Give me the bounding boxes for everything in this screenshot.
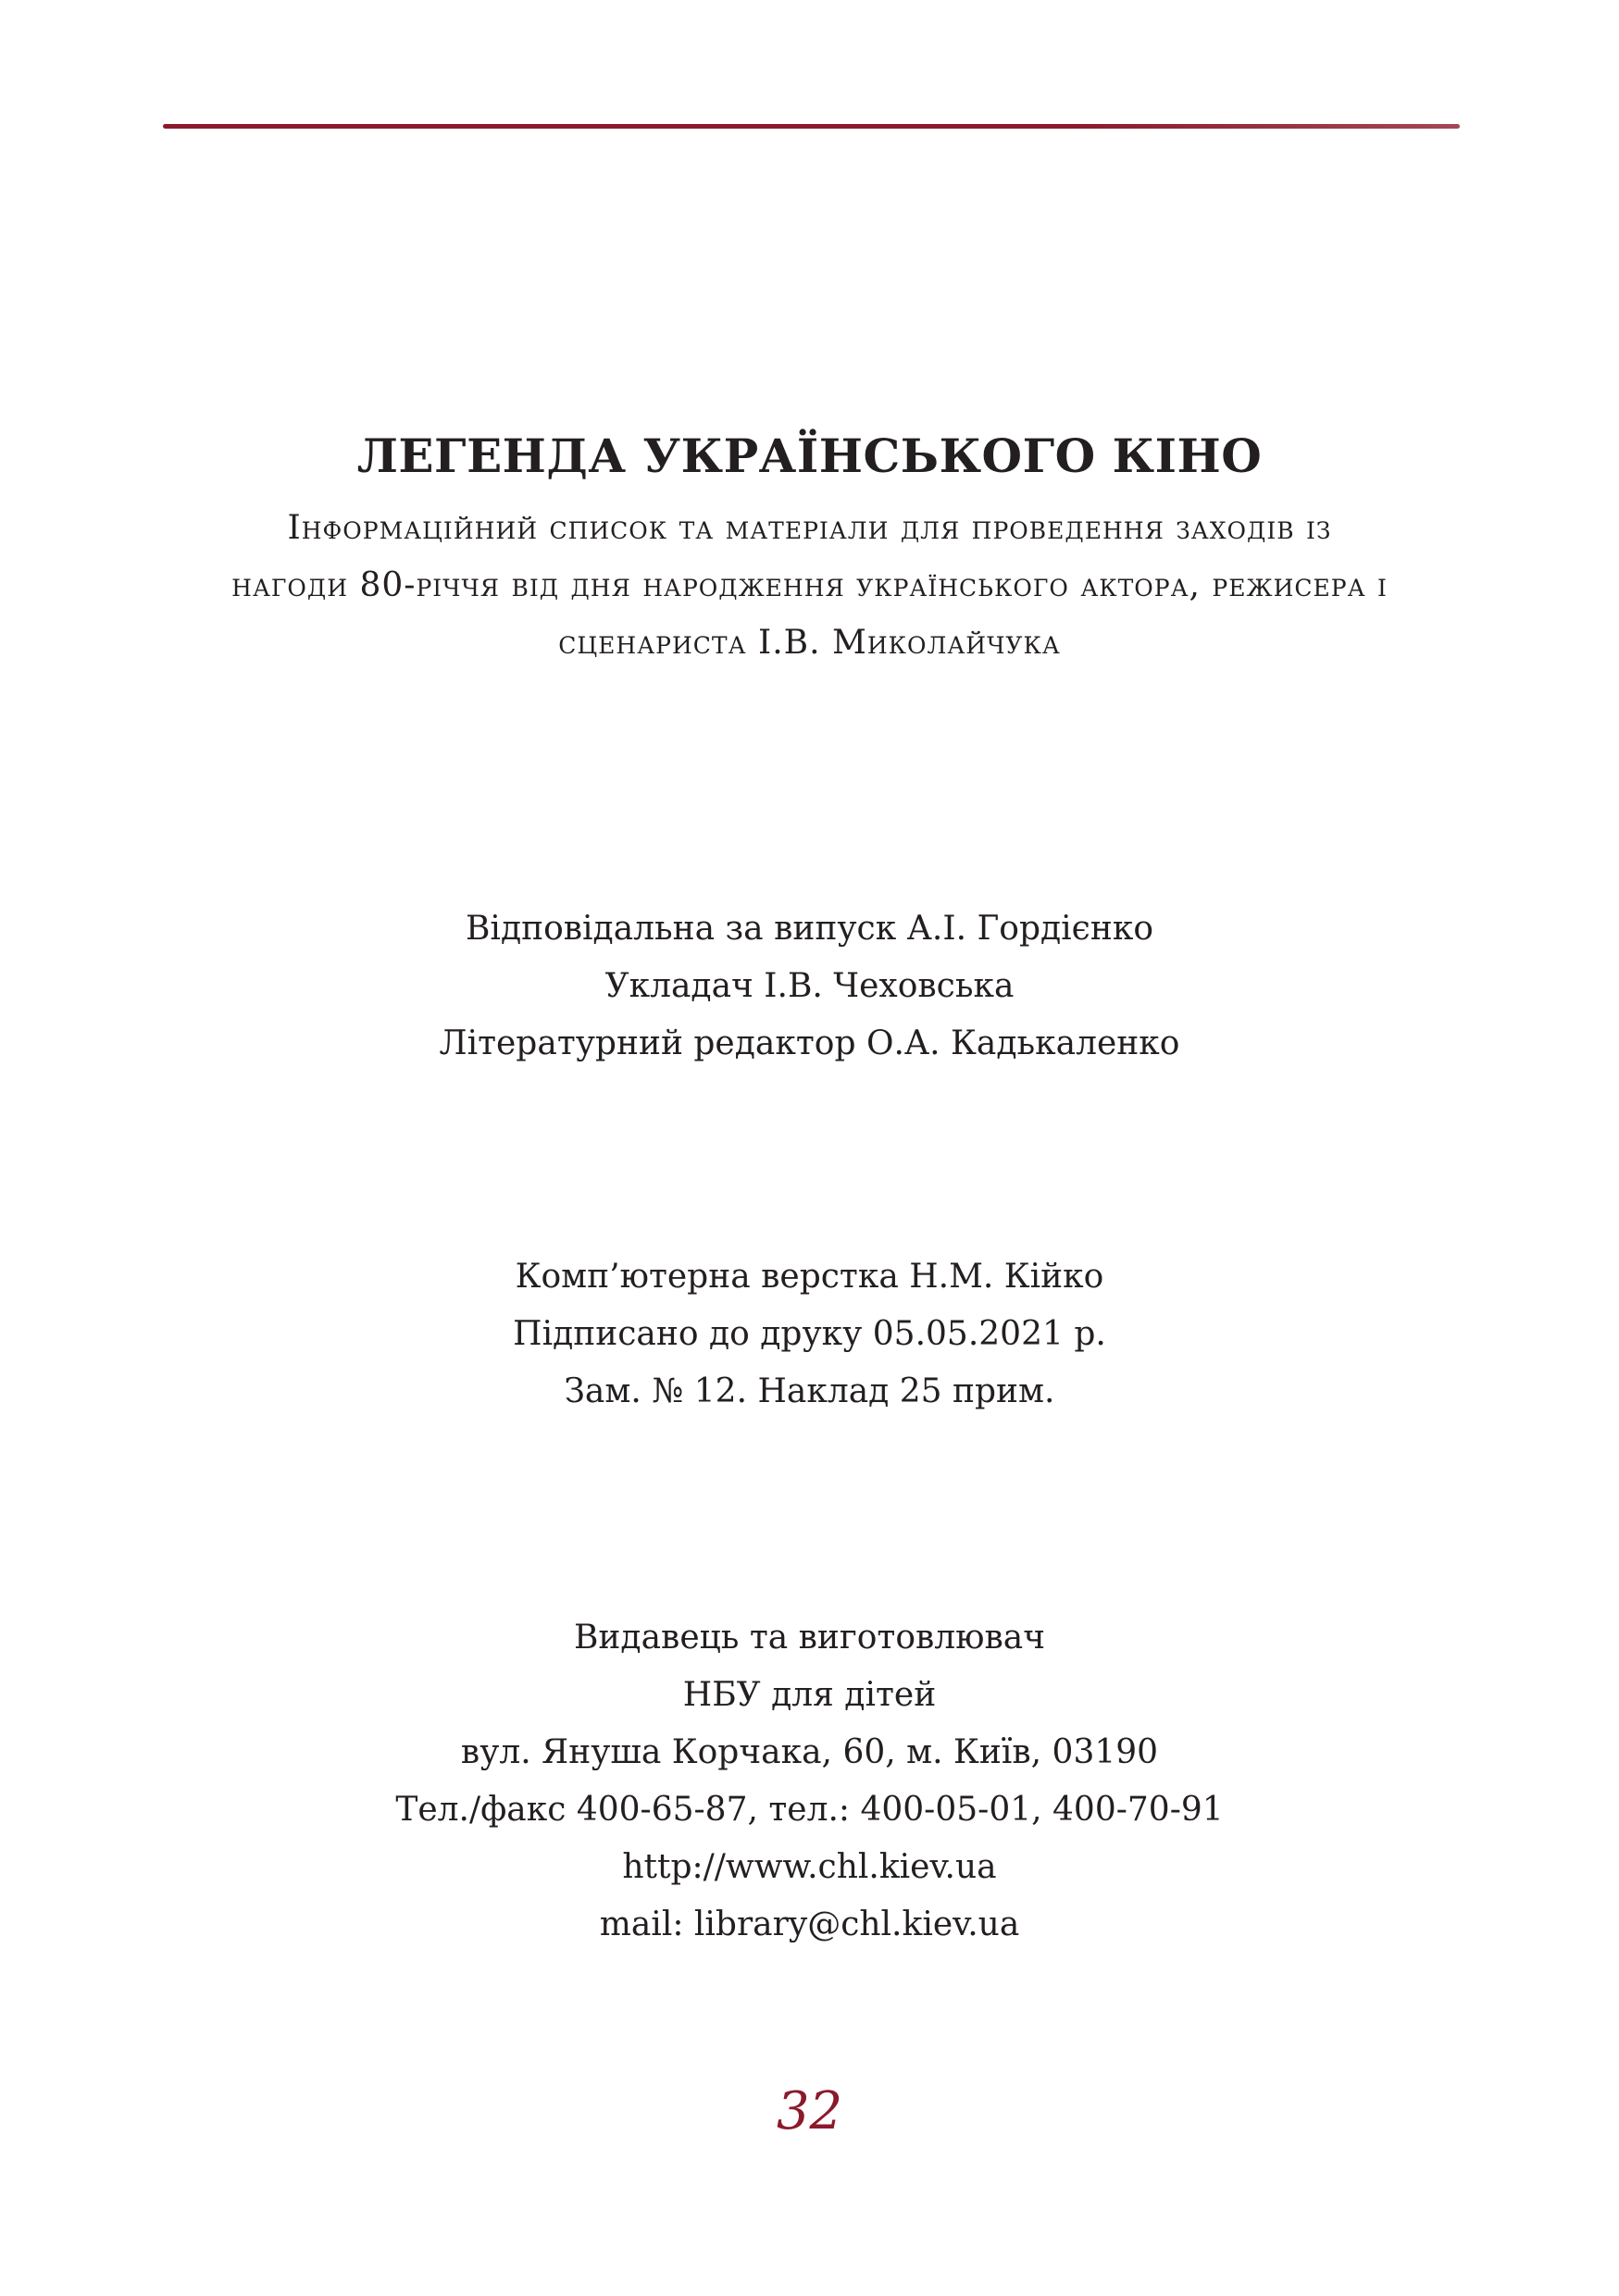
responsible-person: Відповідальна за випуск А.І. Гордієнко [465, 910, 1154, 948]
layout-credit: Комп’ютерна верстка Н.М. Кійко [515, 1258, 1104, 1296]
publisher-email[interactable]: mail: library@chl.kiev.ua [599, 1905, 1020, 1943]
top-divider [163, 124, 1460, 129]
subtitle-line: нагоди 80-річчя від дня народження українського актора, режисера і [231, 566, 1388, 604]
subtitle [0, 500, 1619, 672]
subtitle-line: Інформаційний список та матеріали для проведення заходів із [287, 509, 1332, 547]
publisher-phones: Тел./факс 400-65-87, тел.: 400-05-01, 400-70-91 [395, 1791, 1224, 1829]
order-info: Зам. № 12. Наклад 25 прим. [564, 1372, 1055, 1410]
print-info-block [0, 1248, 1619, 1421]
publisher-name: НБУ для дітей [682, 1676, 937, 1714]
publisher-website[interactable]: http://www.chl.kiev.ua [622, 1848, 997, 1886]
publisher-block [0, 1609, 1619, 1954]
publisher-address: вул. Януша Корчака, 60, м. Київ, 03190 [460, 1733, 1159, 1771]
signed-date: Підписано до друку 05.05.2021 р. [513, 1315, 1106, 1353]
publisher-role: Видавець та виготовлювач [573, 1619, 1046, 1657]
subtitle-line: сценариста І.В. Миколайчука [558, 624, 1061, 662]
compiler: Укладач І.В. Чеховська [604, 967, 1015, 1005]
literary-editor: Літературний редактор О.А. Кадькаленко [439, 1024, 1180, 1062]
page-number: 32 [776, 2081, 843, 2141]
page-title: ЛЕГЕНДА УКРАЇНСЬКОГО КІНО [356, 428, 1263, 483]
credits-block [0, 900, 1619, 1073]
